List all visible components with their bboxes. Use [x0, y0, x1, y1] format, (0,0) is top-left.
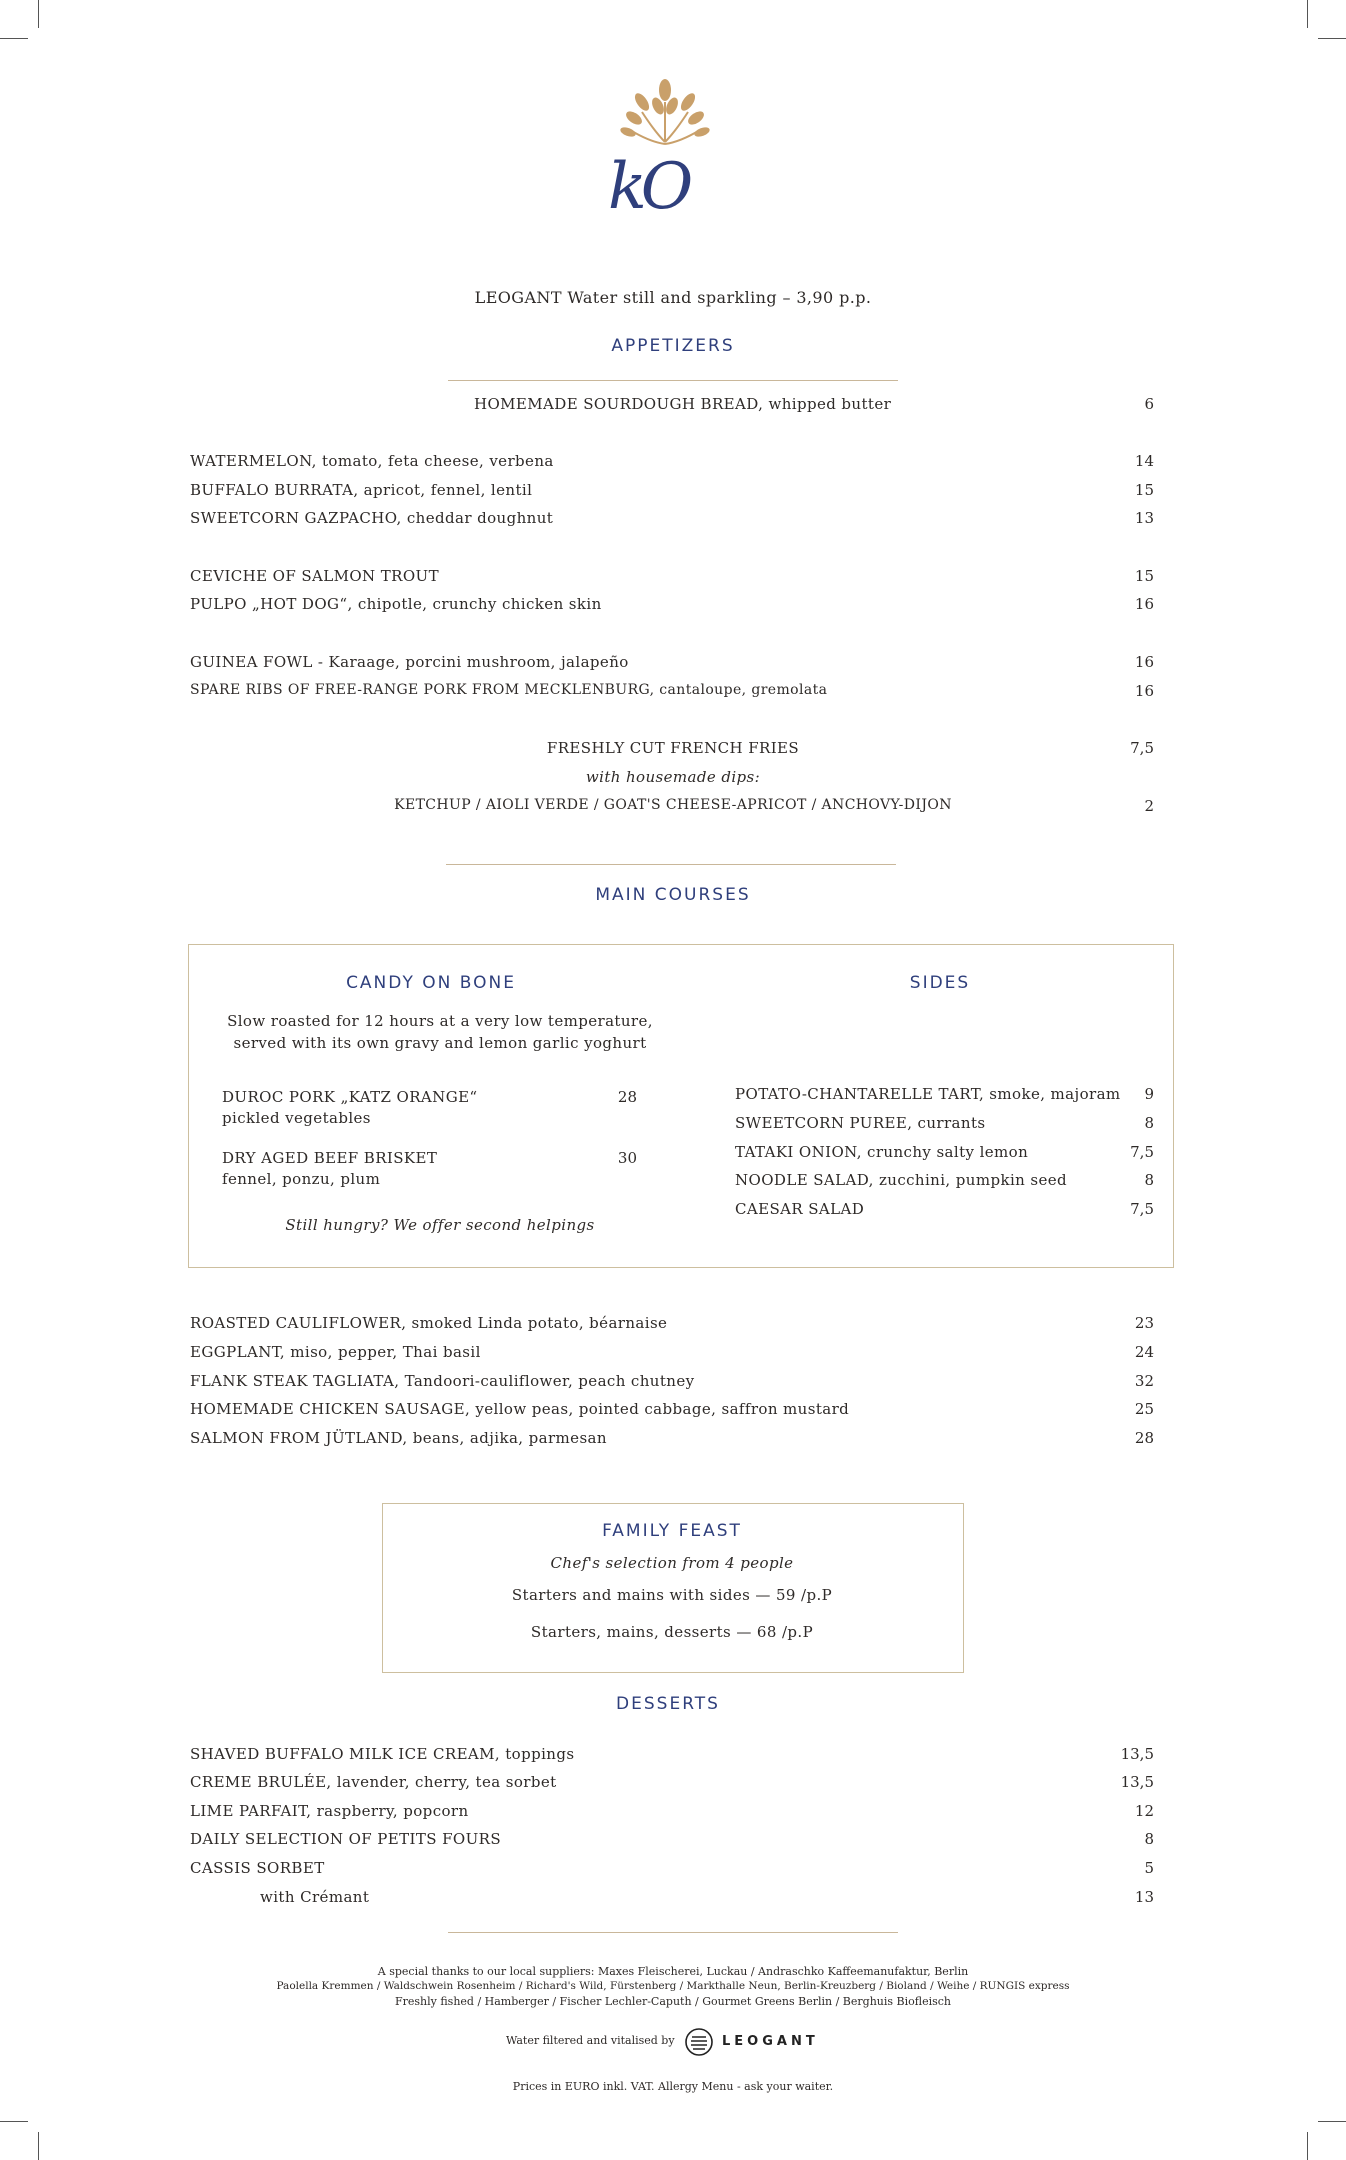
- logo: [600, 72, 730, 232]
- menu-item: PULPO „HOT DOG“, chipotle, crunchy chicken skin: [190, 595, 602, 613]
- crop-mark: [1307, 2132, 1308, 2160]
- family-feast-sub: Chef's selection from 4 people: [550, 1554, 794, 1572]
- menu-item: CEVICHE OF SALMON TROUT: [190, 567, 439, 585]
- leogant-logo: [684, 2027, 716, 2059]
- water-label: Water filtered and vitalised by: [506, 2034, 675, 2047]
- main-price: 24: [1134, 1343, 1154, 1361]
- menu-price: 15: [1134, 481, 1154, 499]
- main-price: 23: [1134, 1314, 1154, 1332]
- suppliers-line: Freshly fished / Hamberger / Fischer Lechler-Caputh / Gourmet Greens Berlin / Berghuis Biofleisch: [394, 1995, 952, 2008]
- bread-item: HOMEMADE SOURDOUGH BREAD, whipped butter: [474, 395, 892, 413]
- dessert-price: 8: [1144, 1830, 1154, 1848]
- family-feast-line: Starters, mains, desserts — 68 /p.P: [530, 1623, 814, 1641]
- side-price: 8: [1144, 1114, 1154, 1132]
- crop-mark: [38, 2132, 39, 2160]
- dessert-price: 5: [1144, 1859, 1154, 1877]
- crop-mark: [1307, 0, 1308, 28]
- prices-note: Prices in EURO inkl. VAT. Allergy Menu - ask your waiter.: [512, 2080, 834, 2093]
- candy-price: 30: [617, 1149, 637, 1167]
- appetizers-title: APPETIZERS: [611, 336, 735, 356]
- main-item: EGGPLANT, miso, pepper, Thai basil: [190, 1343, 481, 1361]
- divider: [448, 1932, 898, 1933]
- menu-price: 16: [1134, 653, 1154, 671]
- dessert-addon: with Crémant: [260, 1888, 370, 1906]
- menu-item: BUFFALO BURRATA, apricot, fennel, lentil: [190, 481, 533, 499]
- dessert-addon-price: 13: [1134, 1888, 1154, 1906]
- suppliers-line: A special thanks to our local suppliers: Maxes Fleischerei, Luckau / Andraschko Kaffeemanufaktur, Berlin: [377, 1965, 969, 1978]
- crop-mark: [1318, 2121, 1346, 2122]
- side-price: 7,5: [1130, 1143, 1154, 1161]
- suppliers-line: Paolella Kremmen / Waldschwein Rosenheim / Richard's Wild, Fürstenberg / Markthalle Neun, Berlin-Kreuzberg / Bioland / Weihe / RUNGIS express: [276, 1980, 1070, 1992]
- dessert-item: CASSIS SORBET: [190, 1859, 325, 1877]
- menu-price: 14: [1134, 452, 1154, 470]
- menu-price: 16: [1134, 595, 1154, 613]
- menu-price: 13: [1134, 509, 1154, 527]
- family-feast-title: FAMILY FEAST: [602, 1521, 742, 1541]
- side-item: POTATO-CHANTARELLE TART, smoke, majoram: [735, 1085, 1121, 1103]
- dips-price: 2: [1144, 797, 1154, 815]
- logo-text: kO: [608, 150, 688, 224]
- dessert-item: SHAVED BUFFALO MILK ICE CREAM, toppings: [190, 1745, 575, 1763]
- candy-item: DUROC PORK „KATZ ORANGE“: [222, 1088, 478, 1106]
- fries-sub: with housemade dips:: [585, 768, 761, 786]
- candy-desc: served with its own gravy and lemon garlic yoghurt: [233, 1034, 647, 1052]
- main-courses-title: MAIN COURSES: [595, 885, 751, 905]
- dessert-price: 13,5: [1120, 1773, 1154, 1791]
- menu-item: SWEETCORN GAZPACHO, cheddar doughnut: [190, 509, 554, 527]
- bread-price: 6: [1144, 395, 1154, 413]
- candy-note: Still hungry? We offer second helpings: [285, 1216, 595, 1234]
- fries-item: FRESHLY CUT FRENCH FRIES: [546, 739, 800, 757]
- dips-item: KETCHUP / AIOLI VERDE / GOAT'S CHEESE-APRICOT / ANCHOVY-DIJON: [394, 797, 952, 813]
- crop-mark: [0, 38, 28, 39]
- water-line: LEOGANT Water still and sparkling – 3,90 p.p.: [474, 288, 872, 307]
- leogant-brand: LEOGANT: [722, 2034, 819, 2049]
- menu-item: SPARE RIBS OF FREE-RANGE PORK FROM MECKLENBURG, cantaloupe, gremolata: [190, 682, 828, 698]
- dessert-item: LIME PARFAIT, raspberry, popcorn: [190, 1802, 469, 1820]
- candy-price: 28: [617, 1088, 637, 1106]
- crop-mark: [1318, 38, 1346, 39]
- side-item: TATAKI ONION, crunchy salty lemon: [735, 1143, 1029, 1161]
- dessert-price: 13,5: [1120, 1745, 1154, 1763]
- family-feast-line: Starters and mains with sides — 59 /p.P: [511, 1586, 833, 1604]
- crop-mark: [0, 2121, 28, 2122]
- dessert-item: DAILY SELECTION OF PETITS FOURS: [190, 1830, 502, 1848]
- dessert-item: CREME BRULÉE, lavender, cherry, tea sorbet: [190, 1773, 557, 1791]
- side-price: 8: [1144, 1171, 1154, 1189]
- side-item: CAESAR SALAD: [735, 1200, 865, 1218]
- dessert-price: 12: [1134, 1802, 1154, 1820]
- side-price: 9: [1144, 1085, 1154, 1103]
- divider: [446, 864, 896, 865]
- menu-price: 16: [1134, 682, 1154, 700]
- menu-item: WATERMELON, tomato, feta cheese, verbena: [190, 452, 554, 470]
- desserts-title: DESSERTS: [616, 1694, 720, 1714]
- main-item: FLANK STEAK TAGLIATA, Tandoori-cauliflower, peach chutney: [190, 1372, 695, 1390]
- side-item: NOODLE SALAD, zucchini, pumpkin seed: [735, 1171, 1068, 1189]
- main-price: 32: [1134, 1372, 1154, 1390]
- side-item: SWEETCORN PUREE, currants: [735, 1114, 986, 1132]
- menu-price: 15: [1134, 567, 1154, 585]
- main-item: SALMON FROM JÜTLAND, beans, adjika, parmesan: [190, 1429, 607, 1447]
- divider: [448, 380, 898, 381]
- crop-mark: [38, 0, 39, 28]
- main-item: ROASTED CAULIFLOWER, smoked Linda potato, béarnaise: [190, 1314, 668, 1332]
- main-price: 28: [1134, 1429, 1154, 1447]
- candy-item: DRY AGED BEEF BRISKET: [222, 1149, 438, 1167]
- sides-title: SIDES: [909, 973, 971, 993]
- candy-item-detail: pickled vegetables: [222, 1109, 371, 1127]
- leogant-icon: [684, 2027, 714, 2057]
- candy-item-detail: fennel, ponzu, plum: [222, 1170, 381, 1188]
- side-price: 7,5: [1130, 1200, 1154, 1218]
- candy-desc: Slow roasted for 12 hours at a very low temperature,: [227, 1012, 653, 1030]
- main-item: HOMEMADE CHICKEN SAUSAGE, yellow peas, pointed cabbage, saffron mustard: [190, 1400, 850, 1418]
- main-price: 25: [1134, 1400, 1154, 1418]
- menu-item: GUINEA FOWL - Karaage, porcini mushroom, jalapeño: [190, 653, 629, 671]
- fries-price: 7,5: [1130, 739, 1154, 757]
- candy-title: CANDY ON BONE: [346, 973, 516, 993]
